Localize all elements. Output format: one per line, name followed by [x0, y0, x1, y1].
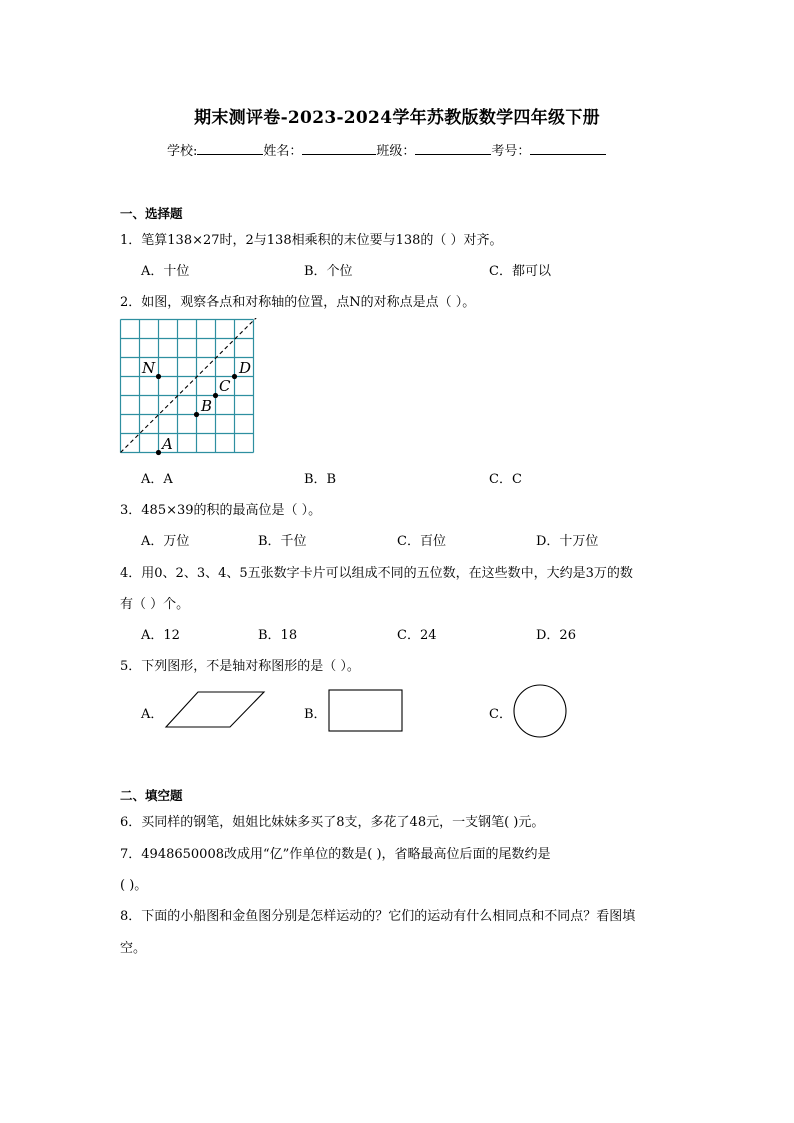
q2-option-c[interactable]: C．C — [489, 472, 522, 487]
point-a — [156, 450, 161, 455]
q1-option-c[interactable]: C．都可以 — [489, 264, 551, 279]
q4-option-d[interactable]: D．26 — [536, 628, 576, 643]
label-a: A — [162, 435, 173, 453]
label-b: B — [201, 397, 213, 415]
q2-option-a[interactable]: A．A — [141, 472, 173, 487]
question-8-text-line2: 空。 — [120, 941, 147, 956]
q3-option-a[interactable]: A．万位 — [141, 534, 190, 549]
q3-option-c[interactable]: C．百位 — [397, 534, 446, 549]
question-7-text-line1: 7．4948650008改成用“亿”作单位的数是( )，省略最高位后面的尾数约是 — [120, 847, 551, 862]
q4-option-b[interactable]: B．18 — [258, 628, 298, 643]
q5-option-a-label[interactable]: A． — [141, 707, 164, 722]
question-7-text-line2: ( )。 — [120, 878, 148, 893]
school-blank[interactable] — [197, 142, 263, 155]
parallelogram-shape[interactable] — [162, 690, 268, 730]
student-info — [167, 140, 606, 159]
point-d — [232, 374, 237, 379]
question-3-text: 3．485×39的积的最高位是（ ）。 — [120, 503, 322, 518]
name-blank[interactable] — [302, 142, 376, 155]
class-blank[interactable] — [415, 142, 491, 155]
question-1-text: 1．笔算138×27时，2与138相乘积的末位要与138的（ ）对齐。 — [120, 233, 503, 248]
point-b — [194, 412, 199, 417]
point-n — [156, 374, 161, 379]
class-label: 班级： — [376, 144, 416, 159]
question-8-text-line1: 8．下面的小船图和金鱼图分别是怎样运动的？它们的运动有什么相同点和不同点？看图填 — [120, 909, 636, 924]
q3-option-d[interactable]: D．十万位 — [536, 534, 599, 549]
question-2-text: 2．如图，观察各点和对称轴的位置，点N的对称点是点（ ）。 — [120, 295, 476, 310]
q4-option-a[interactable]: A．12 — [141, 628, 180, 643]
q4-option-c[interactable]: C．24 — [397, 628, 437, 643]
q1-option-b[interactable]: B．个位 — [304, 264, 353, 279]
name-label: 姓名： — [263, 144, 303, 159]
school-label: 学校: — [167, 144, 198, 159]
question-5-text: 5．下列图形，不是轴对称图形的是（ ）。 — [120, 659, 360, 674]
section-heading-fill: 二、填空题 — [120, 788, 183, 803]
q5-option-c-label[interactable]: C． — [489, 707, 512, 722]
point-c — [213, 393, 218, 398]
page-title: 期末测评卷-2023-2024学年苏教版数学四年级下册 — [194, 108, 600, 128]
symmetry-grid-figure — [119, 318, 261, 456]
label-d: D — [239, 359, 252, 377]
rectangle-shape[interactable] — [327, 688, 405, 734]
question-4-text-line1: 4．用0、2、3、4、5五张数字卡片可以组成不同的五位数，在这些数中，大约是3万的数 — [120, 566, 633, 581]
section-heading-choice: 一、选择题 — [120, 206, 183, 221]
label-c: C — [219, 377, 231, 395]
label-n: N — [142, 359, 156, 377]
question-6-text: 6．买同样的钢笔，姐姐比妹妹多买了8支，多花了48元，一支钢笔( )元。 — [120, 815, 545, 830]
exam-no-blank[interactable] — [530, 142, 606, 155]
q5-option-b-label[interactable]: B． — [304, 707, 327, 722]
q1-option-a[interactable]: A．十位 — [141, 264, 190, 279]
q2-option-b[interactable]: B．B — [304, 472, 337, 487]
q3-option-b[interactable]: B．千位 — [258, 534, 307, 549]
circle-shape[interactable] — [512, 683, 570, 741]
exam-no-label: 考号： — [491, 144, 531, 159]
question-4-text-line2: 有（ ）个。 — [120, 597, 190, 612]
